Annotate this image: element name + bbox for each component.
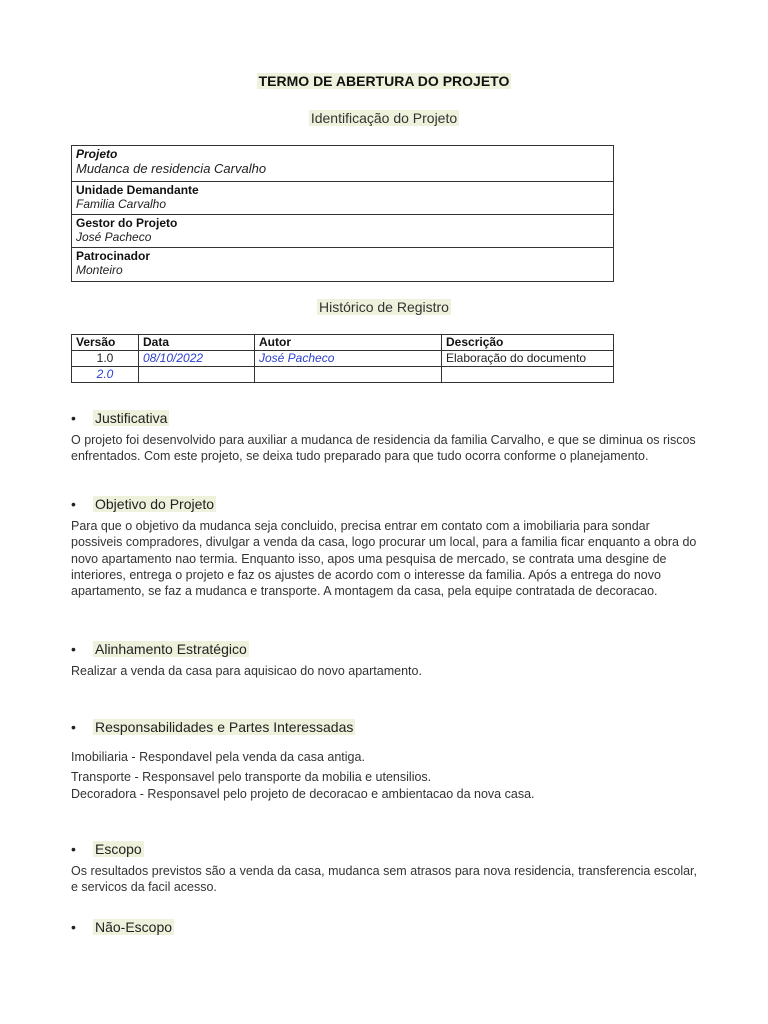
history-heading: Histórico de Registro — [319, 299, 449, 315]
alinhamento-heading: • Alinhamento Estratégico — [71, 641, 247, 657]
objetivo-heading: • Objetivo do Projeto — [71, 496, 215, 512]
history-cell-author: José Pacheco — [255, 351, 442, 367]
responsabilidades-heading: • Responsabilidades e Partes Interessadas — [71, 719, 354, 735]
sponsor-value: Monteiro — [76, 263, 123, 277]
sponsor-label: Patrocinador — [76, 249, 151, 263]
responsabilidades-line-2: Transporte - Responsavel pelo transporte da mobilia e utensilios. — [71, 770, 432, 784]
alinhamento-text: Realizar a venda da casa para aquisicao do novo apartamento. — [71, 664, 422, 678]
history-cell-version: 2.0 — [72, 367, 139, 383]
history-cell-date — [139, 367, 255, 383]
history-table — [71, 334, 614, 383]
responsabilidades-line-1: Imobiliaria - Respondavel pela venda da casa antiga. — [71, 750, 365, 764]
history-cell-author — [255, 367, 442, 383]
history-cell-description — [442, 367, 614, 383]
justificativa-heading: • Justificativa — [71, 410, 168, 426]
history-header-row — [72, 335, 614, 351]
objetivo-text: Para que o objetivo da mudanca seja concluido, precisa entrar em contato com a imobiliaria para sondar possiveis compradores, divulgar a venda da casa, logo procurar um local, para a familia ficar enquanto a obra do novo apartamento nao termia. Enquanto isso, apos uma pesquisa de mercado, se contrata uma desgine de interiores, entrega o projeto e faz os ajustes de acordo com o interesse da familia. Após a entrega do novo apartamento, se faz a mudanca e transporte. A montagem da casa, pela equipe contratada de decoracao. — [71, 519, 697, 599]
unit-label: Unidade Demandante — [76, 183, 199, 197]
manager-row — [72, 215, 614, 248]
history-cell-date: 08/10/2022 — [139, 351, 255, 367]
escopo-heading: • Escopo — [71, 841, 142, 857]
project-value: Mudanca de residencia Carvalho — [76, 161, 267, 176]
bullet-icon: • — [71, 496, 76, 512]
table-row — [72, 351, 614, 367]
history-cell-version: 1.0 — [72, 351, 139, 367]
unit-row — [72, 182, 614, 215]
project-label: Projeto — [76, 147, 118, 161]
nao-escopo-heading: • Não-Escopo — [71, 919, 173, 935]
bullet-icon: • — [71, 719, 76, 735]
table-row — [72, 367, 614, 383]
unit-value: Familia Carvalho — [76, 197, 167, 211]
bullet-icon: • — [71, 641, 76, 657]
history-col-author: Autor — [255, 335, 442, 351]
document-title: TERMO DE ABERTURA DO PROJETO — [258, 73, 510, 89]
bullet-icon: • — [71, 919, 76, 935]
identification-table — [71, 145, 614, 282]
justificativa-text: O projeto foi desenvolvido para auxiliar a mudanca de residencia da familia Carvalho, e que se diminua os riscos enfrentados. Com este projeto, se deixa tudo preparado para que tudo ocorra conforme o planejamento. — [71, 433, 696, 464]
history-cell-description: Elaboração do documento — [442, 351, 614, 367]
project-row — [72, 146, 614, 182]
manager-value: José Pacheco — [76, 230, 152, 244]
bullet-icon: • — [71, 410, 76, 426]
responsabilidades-line-3: Decoradora - Responsavel pelo projeto de decoracao e ambientacao da nova casa. — [71, 787, 535, 801]
bullet-icon: • — [71, 841, 76, 857]
history-col-date: Data — [139, 335, 255, 351]
escopo-text: Os resultados previstos são a venda da casa, mudanca sem atrasos para nova residencia, transferencia escolar, e servicos da facil acesso. — [71, 864, 697, 895]
sponsor-row — [72, 248, 614, 282]
history-col-version: Versão — [72, 335, 139, 351]
history-col-description: Descrição — [442, 335, 614, 351]
identification-heading: Identificação do Projeto — [310, 110, 458, 126]
manager-label: Gestor do Projeto — [76, 216, 178, 230]
